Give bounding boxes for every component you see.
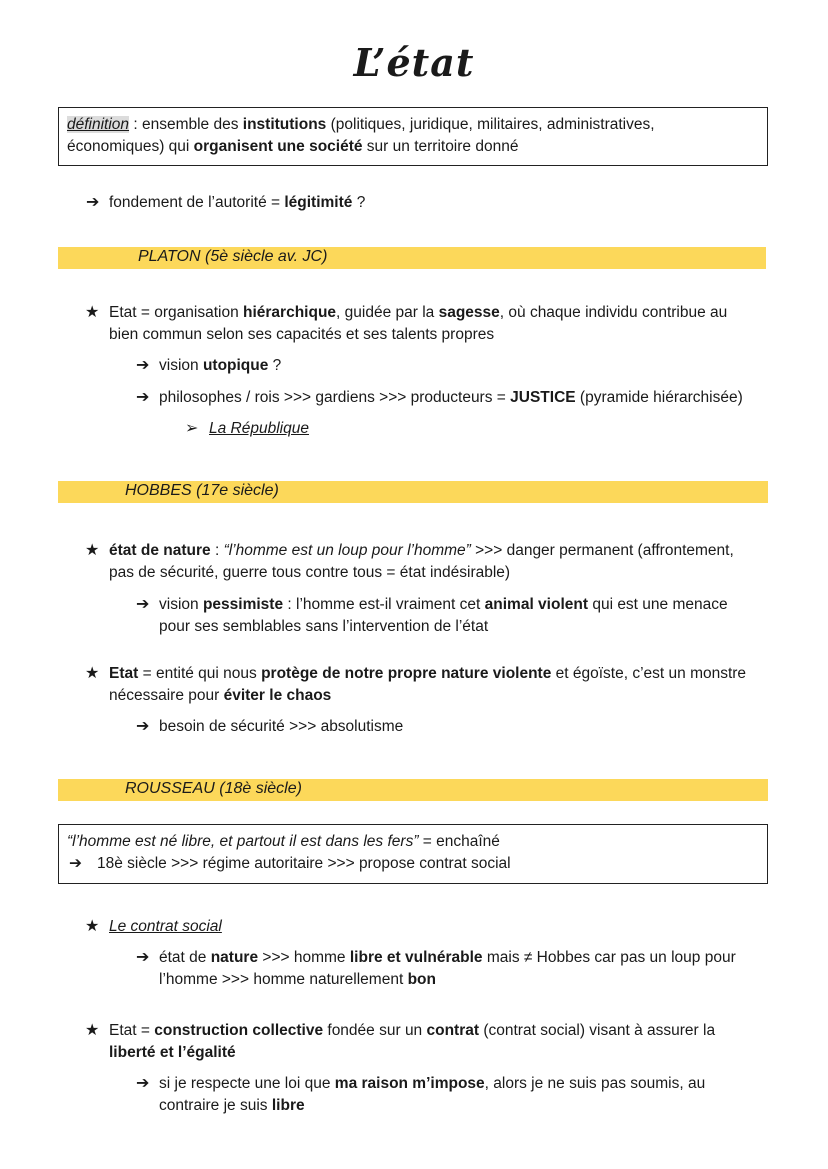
keyword: animal violent	[484, 596, 589, 613]
text: = entité qui nous	[138, 665, 262, 682]
keyword: pessimiste	[202, 596, 284, 613]
text: si je respecte une loi que	[159, 1075, 335, 1092]
hobbes-statement-2-line-2	[109, 685, 331, 707]
star-icon: ★	[85, 918, 100, 935]
keyword: libre et vulnérable	[349, 949, 483, 966]
rousseau-statement-1	[109, 916, 222, 938]
text: : l’homme est-il vraiment cet	[283, 596, 485, 613]
fondement-line	[109, 192, 365, 214]
keyword: hiérarchique	[243, 304, 337, 321]
arrow-icon: ➔	[136, 718, 150, 735]
rousseau-context-line	[67, 853, 759, 875]
keyword: organisent une société	[193, 138, 363, 155]
keyword: éviter le chaos	[223, 687, 332, 704]
rousseau-arrow-1-line-2	[159, 969, 436, 991]
definition-label: définition	[67, 116, 130, 133]
arrow-icon: ➔	[69, 855, 82, 872]
text: , guidée par la	[336, 304, 439, 321]
rousseau-quote-box	[58, 824, 768, 884]
arrow-icon: ➔	[136, 1075, 150, 1092]
text: et égoïste, c’est un monstre	[551, 665, 747, 682]
star-icon: ★	[85, 542, 100, 559]
text: Etat =	[109, 1022, 155, 1039]
text: vision	[159, 596, 203, 613]
arrow-icon: ➔	[86, 194, 100, 211]
rousseau-arrow-1-line-1	[159, 947, 736, 969]
hobbes-statement-1-line-1	[109, 540, 734, 562]
rousseau-arrow-2-line-1	[159, 1073, 705, 1095]
platon-reference	[209, 418, 309, 440]
hobbes-statement-1-line-2: pas de sécurité, guerre tous contre tous = état indésirable)	[109, 564, 511, 581]
quote: “l’homme est un loup pour l’homme”	[223, 542, 471, 559]
hobbes-statement-2-line-1	[109, 663, 746, 685]
text: , où chaque individu contribue au	[499, 304, 728, 321]
keyword: légitimité	[284, 194, 353, 211]
text: (contrat social) visant à assurer la	[479, 1022, 716, 1039]
keyword: contrat	[426, 1022, 480, 1039]
text: qui est une menace	[588, 596, 728, 613]
section-header-rousseau	[58, 779, 768, 801]
text: :	[210, 542, 224, 559]
keyword: construction collective	[154, 1022, 324, 1039]
keyword: Etat	[109, 665, 139, 682]
rousseau-arrow-2-line-2	[159, 1095, 305, 1117]
text: >>> danger permanent (affrontement,	[470, 542, 734, 559]
platon-arrow-2	[159, 387, 743, 409]
keyword: sagesse	[438, 304, 500, 321]
text: état de	[159, 949, 211, 966]
arrow-icon: ➔	[136, 596, 150, 613]
page-title: L’état	[353, 40, 475, 85]
section-title: PLATON (5è siècle av. JC)	[138, 248, 328, 265]
definition-box	[58, 107, 768, 166]
text: sur un territoire donné	[362, 138, 519, 155]
text: , alors je ne suis pas soumis, au	[484, 1075, 706, 1092]
book-title: Le contrat social	[109, 918, 222, 935]
text: fondement de l’autorité =	[109, 194, 285, 211]
hobbes-arrow-2: besoin de sécurité >>> absolutisme	[159, 718, 404, 735]
keyword: état de nature	[109, 542, 211, 559]
text: : ensemble des	[129, 116, 243, 133]
text: nécessaire pour	[109, 687, 224, 704]
rousseau-quote-line	[67, 831, 759, 853]
section-title: ROUSSEAU (18è siècle)	[125, 780, 302, 797]
platon-statement-line-1	[109, 302, 727, 324]
arrow-icon: ➔	[136, 389, 150, 406]
keyword: protège de notre propre nature violente	[261, 665, 552, 682]
arrow-icon: ➔	[136, 357, 150, 374]
text: = enchaîné	[418, 833, 500, 850]
text: Etat = organisation	[109, 304, 243, 321]
quote: “l’homme est né libre, et partout il est dans les fers”	[67, 833, 419, 850]
keyword: libre	[271, 1097, 305, 1114]
keyword: JUSTICE	[510, 389, 576, 406]
text: (politiques, juridique, militaires, administratives,	[326, 116, 655, 133]
keyword: utopique	[202, 357, 269, 374]
arrowhead-icon: ➢	[185, 420, 199, 437]
star-icon: ★	[85, 304, 100, 321]
text: fondée sur un	[323, 1022, 427, 1039]
arrow-icon: ➔	[136, 949, 150, 966]
rousseau-statement-2-line-2	[109, 1042, 236, 1064]
keyword: ma raison m’impose	[334, 1075, 485, 1092]
section-header-platon	[58, 247, 766, 269]
keyword: institutions	[242, 116, 327, 133]
definition-line-1	[67, 114, 759, 136]
star-icon: ★	[85, 1022, 100, 1039]
text: (pyramide hiérarchisée)	[575, 389, 743, 406]
text: économiques) qui	[67, 138, 194, 155]
star-icon: ★	[85, 665, 100, 682]
text: 18è siècle >>> régime autoritaire >>> propose contrat social	[97, 855, 511, 872]
definition-line-2	[67, 136, 759, 158]
keyword: liberté et l’égalité	[109, 1044, 236, 1061]
platon-statement-line-2: bien commun selon ses capacités et ses talents propres	[109, 326, 495, 343]
text: >>> homme	[258, 949, 350, 966]
text: philosophes / rois >>> gardiens >>> producteurs =	[159, 389, 511, 406]
rousseau-statement-2-line-1	[109, 1020, 715, 1042]
text: l’homme >>> homme naturellement	[159, 971, 408, 988]
keyword: bon	[407, 971, 436, 988]
text: contraire je suis	[159, 1097, 272, 1114]
text: ?	[268, 357, 282, 374]
platon-arrow-1	[159, 355, 281, 377]
hobbes-arrow-1-line-1	[159, 594, 728, 616]
book-title: La République	[209, 420, 309, 437]
text: mais ≠ Hobbes car pas un loup pour	[482, 949, 736, 966]
keyword: nature	[210, 949, 259, 966]
hobbes-arrow-1-line-2: pour ses semblables sans l’intervention de l’état	[159, 618, 489, 635]
text: ?	[352, 194, 366, 211]
section-header-hobbes	[58, 481, 768, 503]
section-title: HOBBES (17e siècle)	[125, 482, 279, 499]
text: vision	[159, 357, 203, 374]
